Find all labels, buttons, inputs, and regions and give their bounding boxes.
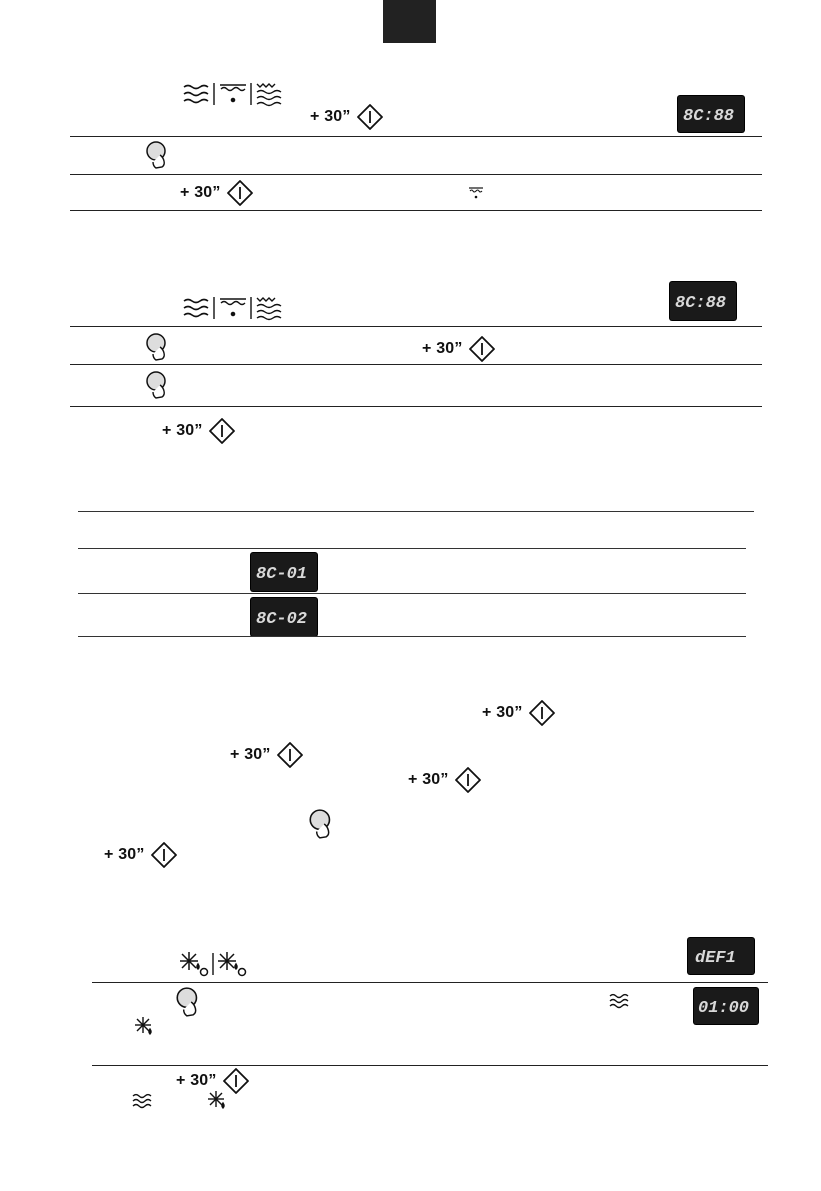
grill-icon (467, 186, 485, 200)
start-diamond-icon (277, 742, 303, 768)
display-digits (681, 104, 741, 124)
start-button[interactable] (230, 742, 303, 768)
svg-text:8C:88: 8C:88 (683, 107, 735, 124)
display-panel-4 (251, 598, 317, 636)
combination-icon (257, 84, 281, 106)
grill-icon (220, 85, 246, 102)
svg-text:8C-02: 8C-02 (256, 610, 308, 627)
divider (70, 174, 762, 175)
dial-knob-icon[interactable] (143, 332, 173, 362)
microwave-waves-icon (184, 86, 208, 103)
start-diamond-icon (469, 336, 495, 362)
start-diamond-icon (529, 700, 555, 726)
microwave-waves-icon (131, 1092, 153, 1110)
defrost-by-time-icon (180, 952, 208, 976)
start-button-label: + 30” (408, 771, 449, 788)
defrost-icons-group (178, 950, 250, 978)
mode-icons-group (178, 80, 284, 108)
divider (70, 326, 762, 327)
defrost-icon (207, 1090, 229, 1112)
start-diamond-icon (357, 104, 383, 130)
display-panel-3 (251, 553, 317, 591)
start-button-label: + 30” (180, 184, 221, 201)
divider (70, 364, 762, 365)
svg-text:01:00: 01:00 (698, 999, 750, 1016)
start-diamond-icon (455, 767, 481, 793)
start-button-label: + 30” (422, 340, 463, 357)
dial-knob-icon[interactable] (143, 370, 173, 400)
dial-knob-icon[interactable] (143, 140, 173, 170)
table-rule (78, 548, 746, 549)
start-button[interactable] (180, 180, 253, 206)
start-diamond-icon (227, 180, 253, 206)
table-rule (78, 593, 746, 594)
start-button[interactable] (422, 336, 495, 362)
table-rule (78, 511, 754, 512)
grill-icon (220, 299, 246, 316)
start-button[interactable] (482, 700, 555, 726)
display-panel-6 (694, 988, 758, 1024)
microwave-waves-icon (608, 992, 630, 1010)
start-button-label: + 30” (176, 1072, 217, 1089)
divider (70, 406, 762, 407)
display-digits (691, 946, 751, 966)
start-diamond-icon (209, 418, 235, 444)
divider (92, 1065, 768, 1066)
page-tab (383, 0, 436, 43)
divider (92, 982, 768, 983)
start-button-label: + 30” (310, 108, 351, 125)
svg-text:8C-01: 8C-01 (256, 565, 308, 582)
defrost-icon (134, 1016, 156, 1038)
display-panel-2 (670, 282, 736, 320)
start-button[interactable] (408, 767, 481, 793)
svg-text:dEF1: dEF1 (695, 949, 736, 966)
start-button-label: + 30” (162, 422, 203, 439)
display-panel-5 (688, 938, 754, 974)
start-button[interactable] (162, 418, 235, 444)
start-button-label: + 30” (230, 746, 271, 763)
start-button[interactable] (104, 842, 177, 868)
display-panel-1 (678, 96, 744, 132)
combination-icon (257, 298, 281, 320)
table-rule (78, 636, 746, 637)
mode-icons-group (178, 294, 284, 322)
display-digits (673, 291, 733, 311)
svg-text:8C:88: 8C:88 (675, 294, 727, 311)
divider (70, 210, 762, 211)
start-button[interactable] (310, 104, 383, 130)
start-button-label: + 30” (104, 846, 145, 863)
start-button-label: + 30” (482, 704, 523, 721)
defrost-by-weight-icon (218, 952, 246, 976)
display-digits (696, 996, 756, 1016)
microwave-waves-icon (184, 300, 208, 317)
display-digits (254, 562, 314, 582)
display-digits (254, 607, 314, 627)
dial-knob-icon[interactable] (173, 986, 205, 1018)
divider (70, 136, 762, 137)
start-diamond-icon (151, 842, 177, 868)
dial-knob-icon[interactable] (306, 808, 338, 840)
